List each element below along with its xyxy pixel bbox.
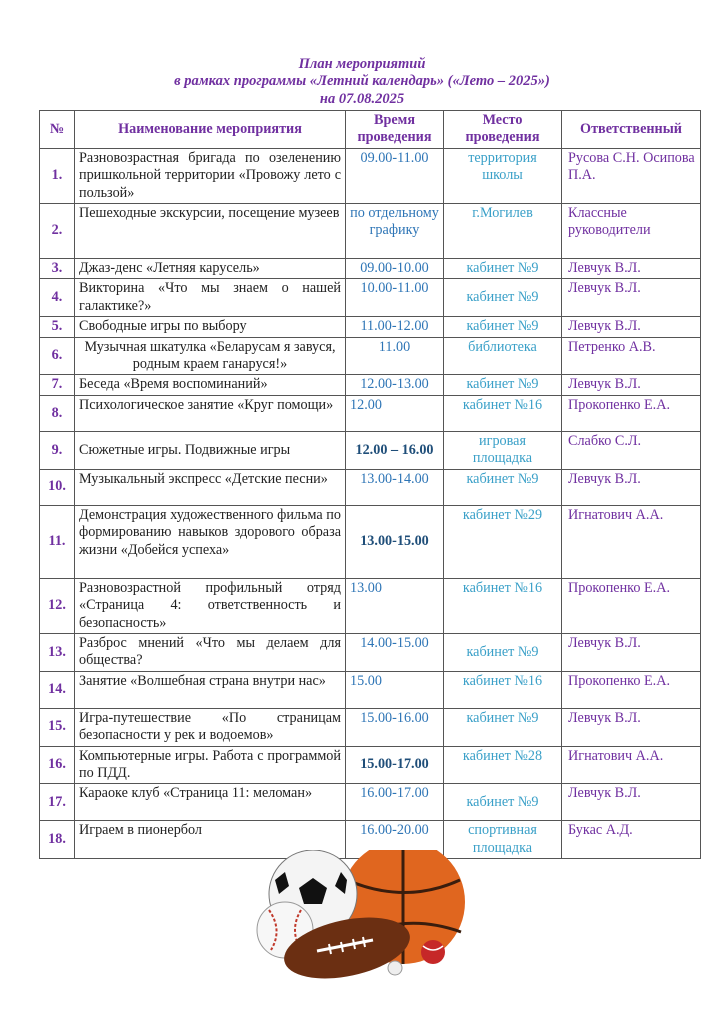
table-row — [40, 259, 701, 279]
event-responsible: Левчук В.Л. — [562, 469, 701, 505]
event-place: кабинет №9 — [444, 375, 562, 395]
row-number: 9. — [40, 431, 75, 469]
event-name: Разброс мнений «Что мы делаем для общества? — [75, 633, 346, 671]
event-place: кабинет №9 — [444, 633, 562, 671]
event-responsible: Петренко А.В. — [562, 337, 701, 375]
event-place: кабинет №9 — [444, 708, 562, 746]
event-time: 13.00-15.00 — [346, 505, 444, 578]
table-row — [40, 671, 701, 708]
event-time: 11.00-12.00 — [346, 317, 444, 337]
event-place: кабинет №9 — [444, 784, 562, 821]
event-name: Играем в пионербол — [75, 821, 346, 859]
table-row — [40, 505, 701, 578]
program-subtitle: в рамках программы «Летний календарь» («Лето – 2025») — [174, 73, 550, 89]
event-responsible: Русова С.Н. Осипова П.А. — [562, 148, 701, 203]
event-time: по отдельному графику — [346, 204, 444, 259]
event-name: Свободные игры по выбору — [75, 317, 346, 337]
table-row — [40, 204, 701, 259]
row-number: 18. — [40, 821, 75, 859]
row-number: 1. — [40, 148, 75, 203]
column-header-number: № — [40, 111, 75, 149]
row-number: 13. — [40, 633, 75, 671]
row-number: 11. — [40, 505, 75, 578]
event-place: библиотека — [444, 337, 562, 375]
row-number: 7. — [40, 375, 75, 395]
event-place: кабинет №9 — [444, 259, 562, 279]
event-name: Психологическое занятие «Круг помощи» — [75, 395, 346, 431]
table-row — [40, 431, 701, 469]
event-responsible: Слабко С.Л. — [562, 431, 701, 469]
event-responsible: Классные руководители — [562, 204, 701, 259]
table-row — [40, 708, 701, 746]
event-time: 11.00 — [346, 337, 444, 375]
column-header-place: Место проведения — [444, 111, 562, 149]
event-responsible: Левчук В.Л. — [562, 279, 701, 317]
event-place: территория школы — [444, 148, 562, 203]
table-row — [40, 784, 701, 821]
event-place: кабинет №29 — [444, 505, 562, 578]
row-number: 14. — [40, 671, 75, 708]
event-name: Сюжетные игры. Подвижные игры — [75, 431, 346, 469]
column-header-time: Время проведения — [346, 111, 444, 149]
event-time: 12.00-13.00 — [346, 375, 444, 395]
event-responsible: Левчук В.Л. — [562, 633, 701, 671]
event-responsible: Букас А.Д. — [562, 821, 701, 859]
row-number: 10. — [40, 469, 75, 505]
event-time: 13.00 — [346, 578, 444, 633]
event-time: 09.00-11.00 — [346, 148, 444, 203]
event-name: Джаз-денс «Летняя карусель» — [75, 259, 346, 279]
event-name: Компьютерные игры. Работа с программой по ПДД. — [75, 746, 346, 784]
cricket-ball-icon — [421, 940, 445, 964]
event-time: 15.00 — [346, 671, 444, 708]
table-row — [40, 746, 701, 784]
event-name: Демонстрация художественного фильма по формированию навыков здорового образа жизни «Добейся успеха» — [75, 505, 346, 578]
table-row — [40, 337, 701, 375]
row-number: 8. — [40, 395, 75, 431]
row-number: 2. — [40, 204, 75, 259]
event-responsible: Левчук В.Л. — [562, 708, 701, 746]
event-name: Разновозрастная бригада по озеленению пришкольной территории «Провожу лето с пользой» — [75, 148, 346, 203]
event-responsible: Прокопенко Е.А. — [562, 671, 701, 708]
column-header-responsible: Ответственный — [562, 111, 701, 149]
event-place: кабинет №16 — [444, 395, 562, 431]
row-number: 3. — [40, 259, 75, 279]
event-place: спортивная площадка — [444, 821, 562, 859]
table-row — [40, 279, 701, 317]
event-responsible: Левчук В.Л. — [562, 259, 701, 279]
event-responsible: Левчук В.Л. — [562, 784, 701, 821]
plan-title: План мероприятий — [298, 56, 426, 72]
golf-ball-icon — [388, 961, 402, 975]
table-row — [40, 317, 701, 337]
date-subtitle: на 07.08.2025 — [319, 91, 405, 107]
event-time: 13.00-14.00 — [346, 469, 444, 505]
event-time: 12.00 – 16.00 — [346, 431, 444, 469]
event-place: кабинет №9 — [444, 279, 562, 317]
column-header-name: Наименование мероприятия — [75, 111, 346, 149]
event-time: 16.00-17.00 — [346, 784, 444, 821]
event-name: Занятие «Волшебная страна внутри нас» — [75, 671, 346, 708]
event-place: г.Могилев — [444, 204, 562, 259]
event-name: Викторина «Что мы знаем о нашей галактике?» — [75, 279, 346, 317]
event-name: Беседа «Время воспоминаний» — [75, 375, 346, 395]
event-time: 16.00-20.00 — [346, 821, 444, 859]
event-time: 15.00-17.00 — [346, 746, 444, 784]
event-responsible: Левчук В.Л. — [562, 375, 701, 395]
row-number: 15. — [40, 708, 75, 746]
event-place: кабинет №16 — [444, 578, 562, 633]
event-place: кабинет №9 — [444, 469, 562, 505]
event-place: игровая площадка — [444, 431, 562, 469]
event-place: кабинет №28 — [444, 746, 562, 784]
event-name: Разновозрастной профильный отряд «Страница 4: ответственность и безопасность» — [75, 578, 346, 633]
event-name: Караоке клуб «Страница 11: меломан» — [75, 784, 346, 821]
event-responsible: Игнатович А.А. — [562, 746, 701, 784]
sports-balls-illustration — [255, 850, 470, 980]
table-row — [40, 395, 701, 431]
event-time: 12.00 — [346, 395, 444, 431]
table-row — [40, 578, 701, 633]
event-responsible: Прокопенко Е.А. — [562, 578, 701, 633]
event-place: кабинет №9 — [444, 317, 562, 337]
row-number: 5. — [40, 317, 75, 337]
table-row — [40, 633, 701, 671]
row-number: 6. — [40, 337, 75, 375]
event-name: Пешеходные экскурсии, посещение музеев — [75, 204, 346, 259]
event-responsible: Левчук В.Л. — [562, 317, 701, 337]
table-row — [40, 375, 701, 395]
event-name: Музыкальный экспресс «Детские песни» — [75, 469, 346, 505]
event-name: Игра-путешествие «По страницам безопасности у рек и водоемов» — [75, 708, 346, 746]
events-table — [39, 110, 701, 859]
event-time: 10.00-11.00 — [346, 279, 444, 317]
event-time: 14.00-15.00 — [346, 633, 444, 671]
table-row — [40, 469, 701, 505]
event-place: кабинет №16 — [444, 671, 562, 708]
event-time: 09.00-10.00 — [346, 259, 444, 279]
table-row — [40, 148, 701, 203]
event-responsible: Игнатович А.А. — [562, 505, 701, 578]
table-header-row — [40, 111, 701, 149]
row-number: 16. — [40, 746, 75, 784]
event-name: Музычная шкатулка «Беларусам я завуся, родным краем ганарусяǃ» — [75, 337, 346, 375]
event-responsible: Прокопенко Е.А. — [562, 395, 701, 431]
row-number: 4. — [40, 279, 75, 317]
event-time: 15.00-16.00 — [346, 708, 444, 746]
row-number: 17. — [40, 784, 75, 821]
row-number: 12. — [40, 578, 75, 633]
